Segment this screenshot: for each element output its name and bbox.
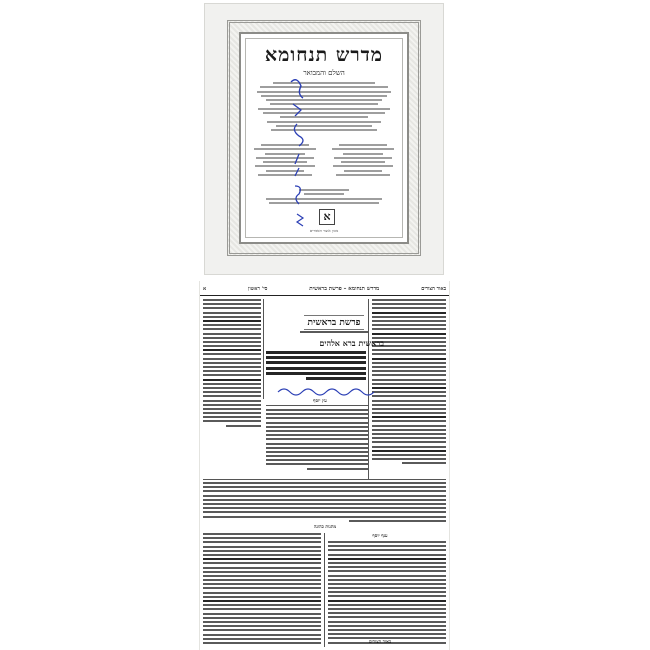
left-commentary-column — [203, 299, 261, 439]
section-head-anaf-yosef: ענף יוסף — [372, 534, 388, 539]
running-head-left: סי' ראשון — [248, 286, 268, 292]
running-head — [200, 283, 449, 296]
etz-yosef-commentary — [266, 409, 369, 475]
title-page-image — [205, 4, 443, 274]
parsha-title: פרשת בראשית — [304, 315, 364, 330]
handwritten-annotation — [271, 74, 321, 244]
handwritten-underline — [276, 384, 376, 396]
running-head-center: מדרש תנחומא – פרשת בראשית — [309, 286, 380, 292]
decorative-frame — [227, 20, 421, 256]
publisher-label: מכון אוצר הספרים — [309, 228, 339, 233]
right-commentary-column — [372, 299, 446, 477]
interior-page-image — [199, 281, 450, 650]
full-width-commentary — [203, 482, 446, 524]
book-subtitle: השלם והמבואר — [303, 69, 345, 77]
main-text-block — [266, 351, 366, 383]
frame-inner — [239, 32, 409, 244]
section-head-biur: באור הצורים — [368, 640, 392, 645]
publisher-block — [241, 189, 407, 206]
section-head-etz-yosef: עץ יוסף — [313, 399, 327, 404]
parsha-verse-line — [300, 331, 368, 335]
opening-words: בראשית ברא אלהים — [319, 338, 384, 348]
section-head-matnot-kehuna: מתנות כהונה — [313, 525, 337, 530]
page-letter: א — [203, 286, 207, 292]
book-title: מדרש תנחומא — [264, 44, 384, 66]
lower-left-column — [203, 533, 321, 650]
lower-right-column — [328, 541, 446, 650]
publisher-logo: א — [319, 209, 335, 225]
running-head-right: באור הצורים — [421, 286, 446, 292]
